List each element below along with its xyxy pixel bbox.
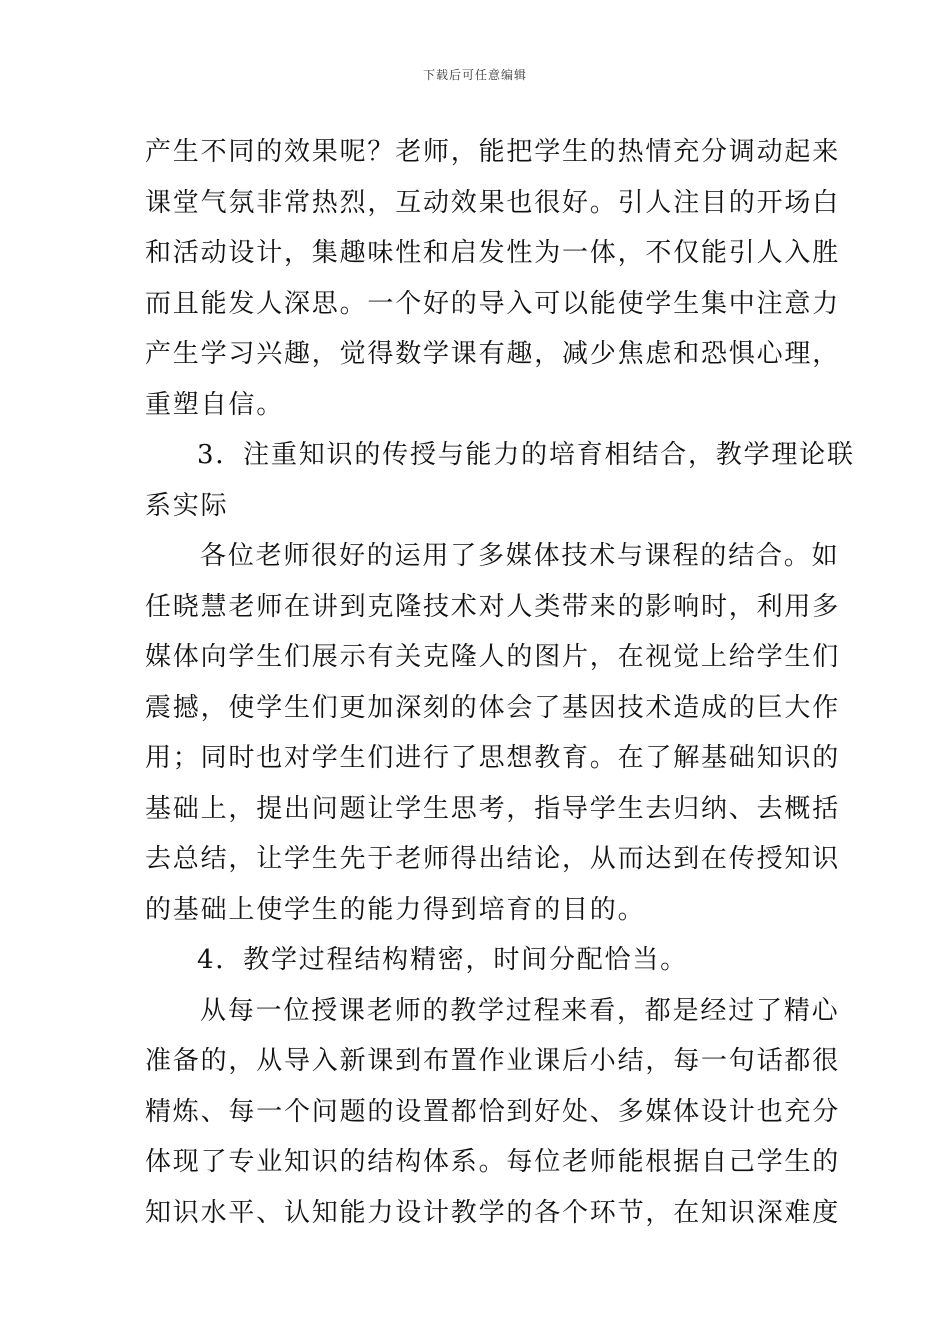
text-line: 系实际 xyxy=(145,490,229,521)
text-line: 体现了专业知识的结构体系。每位老师能根据自己学生的 xyxy=(145,1147,841,1177)
download-note: 下载后可任意编辑 xyxy=(422,68,527,82)
section-heading-3: 3．注重知识的传授与能力的培育相结合，教学理论联 xyxy=(197,440,855,470)
text-line: 知识水平、认知能力设计教学的各个环节，在知识深难度 xyxy=(145,1197,841,1228)
text-line: 而且能发人深思。一个好的导入可以能使学生集中注意力 xyxy=(145,288,841,319)
text-line: 课堂气氛非常热烈，互动效果也很好。引人注目的开场白 xyxy=(145,187,841,218)
text-line: 产生学习兴趣，觉得数学课有趣，减少焦虑和恐惧心理， xyxy=(145,339,841,369)
text-line: 准备的，从导入新课到布置作业课后小结，每一句话都很 xyxy=(145,1046,841,1076)
text-line: 震撼，使学生们更加深刻的体会了基因技术造成的巨大作 xyxy=(145,692,841,723)
text-line: 重塑自信。 xyxy=(145,389,285,420)
text-line: 和活动设计，集趣味性和启发性为一体，不仅能引人入胜 xyxy=(145,238,841,268)
text-line: 媒体向学生们展示有关克隆人的图片，在视觉上给学生们 xyxy=(145,642,841,672)
text-line: 任晓慧老师在讲到克隆技术对人类带来的影响时，利用多 xyxy=(145,591,841,622)
text-line: 的基础上使学生的能力得到培育的目的。 xyxy=(145,894,646,925)
paragraph-start: 各位老师很好的运用了多媒体技术与课程的结合。如 xyxy=(200,541,840,571)
paragraph-start: 从每一位授课老师的教学过程来看，都是经过了精心 xyxy=(200,995,840,1026)
text-line: 去总结，让学生先于老师得出结论，从而达到在传授知识 xyxy=(145,844,841,874)
text-line: 精炼、每一个问题的设置都恰到好处、多媒体设计也充分 xyxy=(145,1096,841,1127)
text-line: 基础上，提出问题让学生思考，指导学生去归纳、去概括 xyxy=(145,793,841,824)
body-text xyxy=(145,127,855,1238)
text-line: 产生不同的效果呢？老师，能把学生的热情充分调动起来 xyxy=(145,137,841,167)
section-heading-4: 4．教学过程结构精密，时间分配恰当。 xyxy=(197,945,688,975)
text-line: 用；同时也对学生们进行了思想教育。在了解基础知识的 xyxy=(145,743,841,773)
